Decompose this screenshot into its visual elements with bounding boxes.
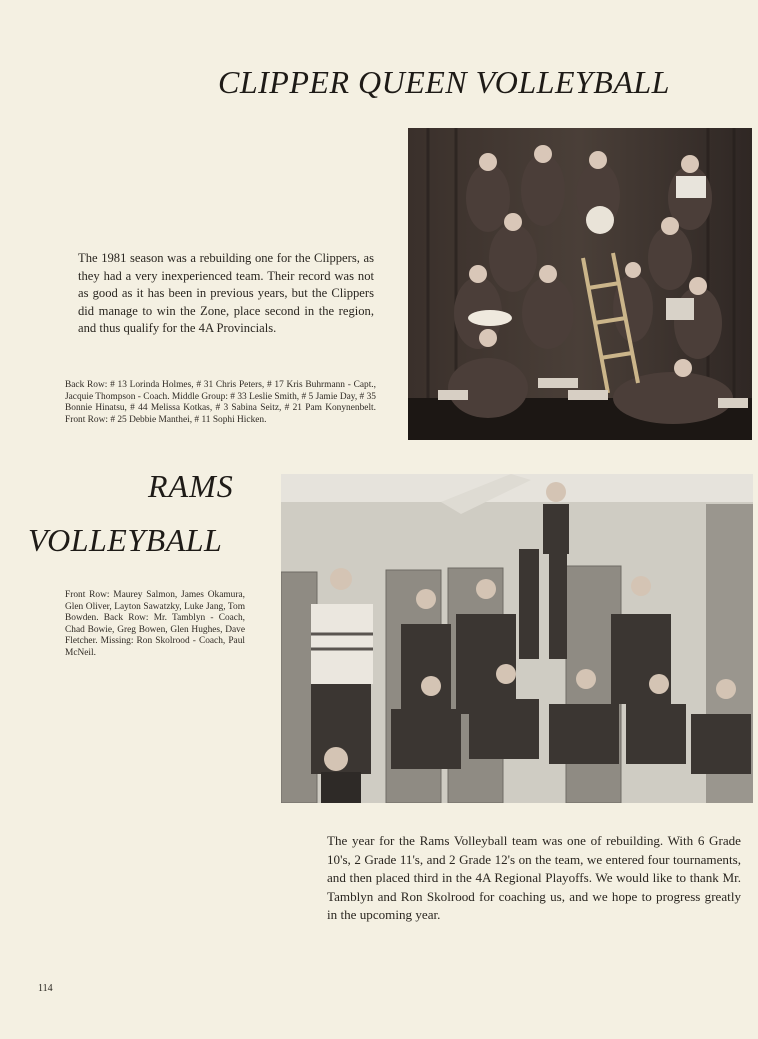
rams-title-line2: VOLLEYBALL [28, 522, 223, 558]
page-number: 114 [38, 983, 53, 994]
clippers-team-photo [408, 128, 752, 440]
rams-photo-caption: Front Row: Maurey Salmon, James Okamura, Glen Oliver, Layton Sawatzky, Luke Jang, Tom Bowden. Back Row: Mr. Tamblyn - Coach, Chad Bowie, Greg Bowen, Glen Hughes, Dave Fletcher. Missing: Ron Skolrood - Coach, Paul McNeil. [65, 590, 245, 658]
clippers-photo-caption: Back Row: # 13 Lorinda Holmes, # 31 Chris Peters, # 17 Kris Buhrmann - Capt., Jacquie Thompson - Coach. Middle Group: # 33 Leslie Smith, # 5 Jamie Day, # 35 Bonnie Hinatsu, # 44 Melissa Kotkas, # 3 Sabina Seitz, # 21 Pam Konynenbelt. Front Row: # 25 Debbie Manthei, # 11 Sophi Hicken. [65, 380, 376, 425]
clippers-season-paragraph: The 1981 season was a rebuilding one for the Clippers, as they had a very inexperienced team. Their record was not as good as it has been in previous years, but the Clippers did manage to win the Zone, place second in the region, and thus qualify for the 4A Provincials. [78, 251, 374, 335]
rams-team-photo [281, 474, 753, 803]
rams-season-paragraph: The year for the Rams Volleyball team was one of rebuilding. With 6 Grade 10's, 2 Grade 11's, and 2 Grade 12's on the team, we entered four tournaments, and then placed third in the 4A Regional Playoffs. We would like to thank Mr. Tamblyn and Ron Skolrood for coaching us, and we hope to progress greatly in the upcoming year. [327, 833, 741, 922]
clippers-title: CLIPPER QUEEN VOLLEYBALL [218, 64, 670, 100]
rams-title-line1: RAMS [148, 468, 234, 504]
